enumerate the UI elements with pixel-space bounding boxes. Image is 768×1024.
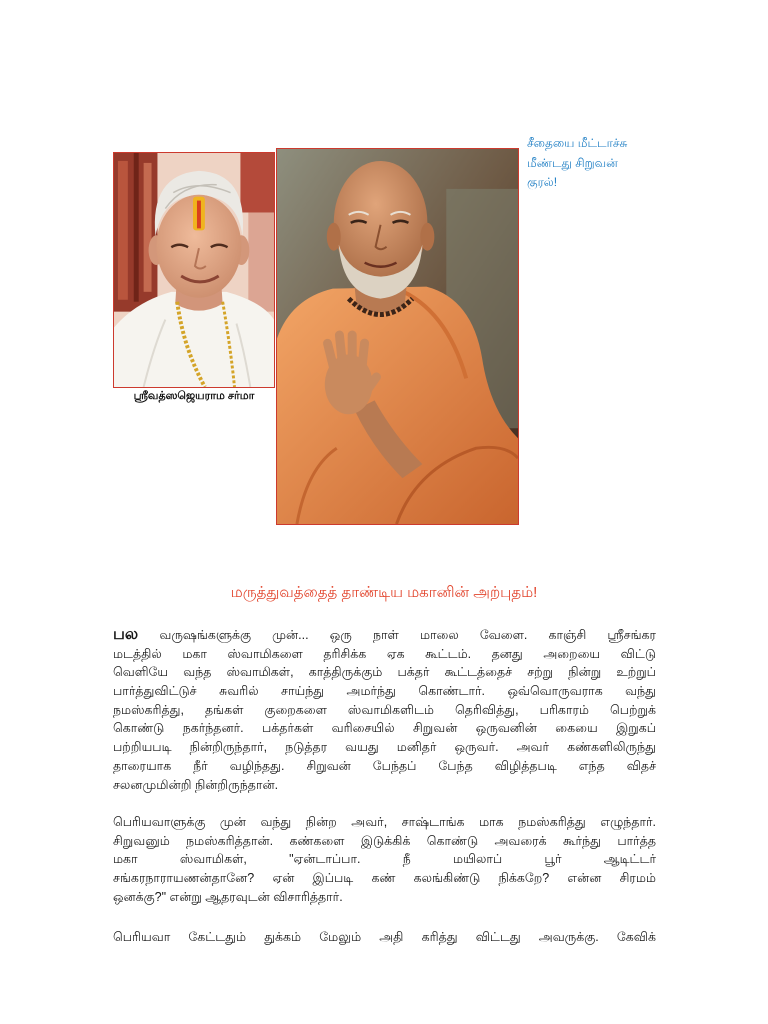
text-line: ஒனக்கு?" என்று ஆதரவுடன் விசாரித்தார். — [113, 889, 343, 904]
text-line: பெரியவா கேட்டதும் துக்கம் மேலும் அதி கரித்து விட்டது அவருக்கு. கேவிக் — [113, 930, 656, 945]
text-line: சங்கரநாராயணன்தானே? ஏன் இப்படி கண் கலங்கிண்டு நிக்கறே? என்ன சிரமம் — [113, 870, 656, 885]
lead-word: பல — [113, 626, 139, 643]
portrait-smiling-man — [114, 153, 274, 387]
kicker-line: குரல்! — [527, 175, 558, 189]
text-line: மகா ஸ்வாமிகள், "ஏன்டாப்பா. நீ மயிலாப் பூர் ஆடிட்டர் — [113, 852, 656, 867]
paragraph — [113, 928, 656, 947]
text-line: சலனமுமின்றி நின்றிருந்தான். — [113, 777, 279, 792]
kicker-line: மீண்டது சிறுவன் — [527, 155, 618, 170]
text-line: பார்த்துவிட்டுச் சுவரில் சாய்ந்து அமர்ந்து கொண்டார். ஒவ்வொருவராக வந்து — [113, 684, 656, 699]
line-text: வருஷங்களுக்கு முன்... ஒரு நாள் மாலை வேளை. காஞ்சி ஸ்ரீசங்கர — [159, 628, 656, 642]
kicker-caption — [527, 134, 727, 193]
text-line: சிறுவனும் நமஸ்கரித்தான். கண்களை இடுக்கிக் கொண்டு அவரைக் கூர்ந்து பார்த்த — [113, 833, 656, 848]
text-line: பெரியவாளுக்கு முன் வந்து நின்ற அவர், சாஷ்டாங்க மாக நமஸ்கரித்து எழுந்தார். — [113, 814, 656, 829]
article-title: மருத்துவத்தைத் தாண்டிய மகானின் அற்புதம்! — [230, 584, 538, 601]
photo-jayarama-sharma — [113, 152, 275, 388]
text-line: வெளியே வந்த ஸ்வாமிகள், காத்திருக்கும் பக்தர் கூட்டத்தைச் சற்று நின்று உற்றுப் — [113, 665, 656, 680]
text-line — [113, 626, 656, 645]
text-line: தாரையாக நீர் வழிந்தது. சிறுவன் பேந்தப் பேந்த விழித்தபடி எந்த விதச் — [113, 758, 656, 773]
kicker-line: சீதையை மீட்டாச்சு — [527, 136, 628, 150]
text-line: கொண்டு நகர்ந்தனர். பக்தர்கள் வரிசையில் சிறுவன் ஒருவனின் கையை இறுகப் — [113, 721, 656, 736]
text-line: பற்றியபடி நின்றிருந்தார், நடுத்தர வயது மனிதர் ஒருவர். அவர் கண்களிலிருந்து — [113, 740, 656, 755]
paragraph — [113, 626, 656, 794]
paragraph — [113, 813, 656, 906]
text-line: மடத்தில் மகா ஸ்வாமிகளை தரிசிக்க ஏக கூட்டம். தனது அறையை விட்டு — [113, 646, 656, 661]
photo-maha-swamigal — [276, 148, 519, 525]
text-line: நமஸ்கரித்து, தங்கள் குறைகளை ஸ்வாமிகளிடம் தெரிவித்து, பரிகாரம் பெற்றுக் — [113, 702, 656, 717]
article-body — [113, 626, 656, 947]
portrait-sage-blessing — [277, 149, 518, 524]
photo-caption: ஸ்ரீவத்ஸஜெயராம சர்மா — [133, 390, 255, 402]
